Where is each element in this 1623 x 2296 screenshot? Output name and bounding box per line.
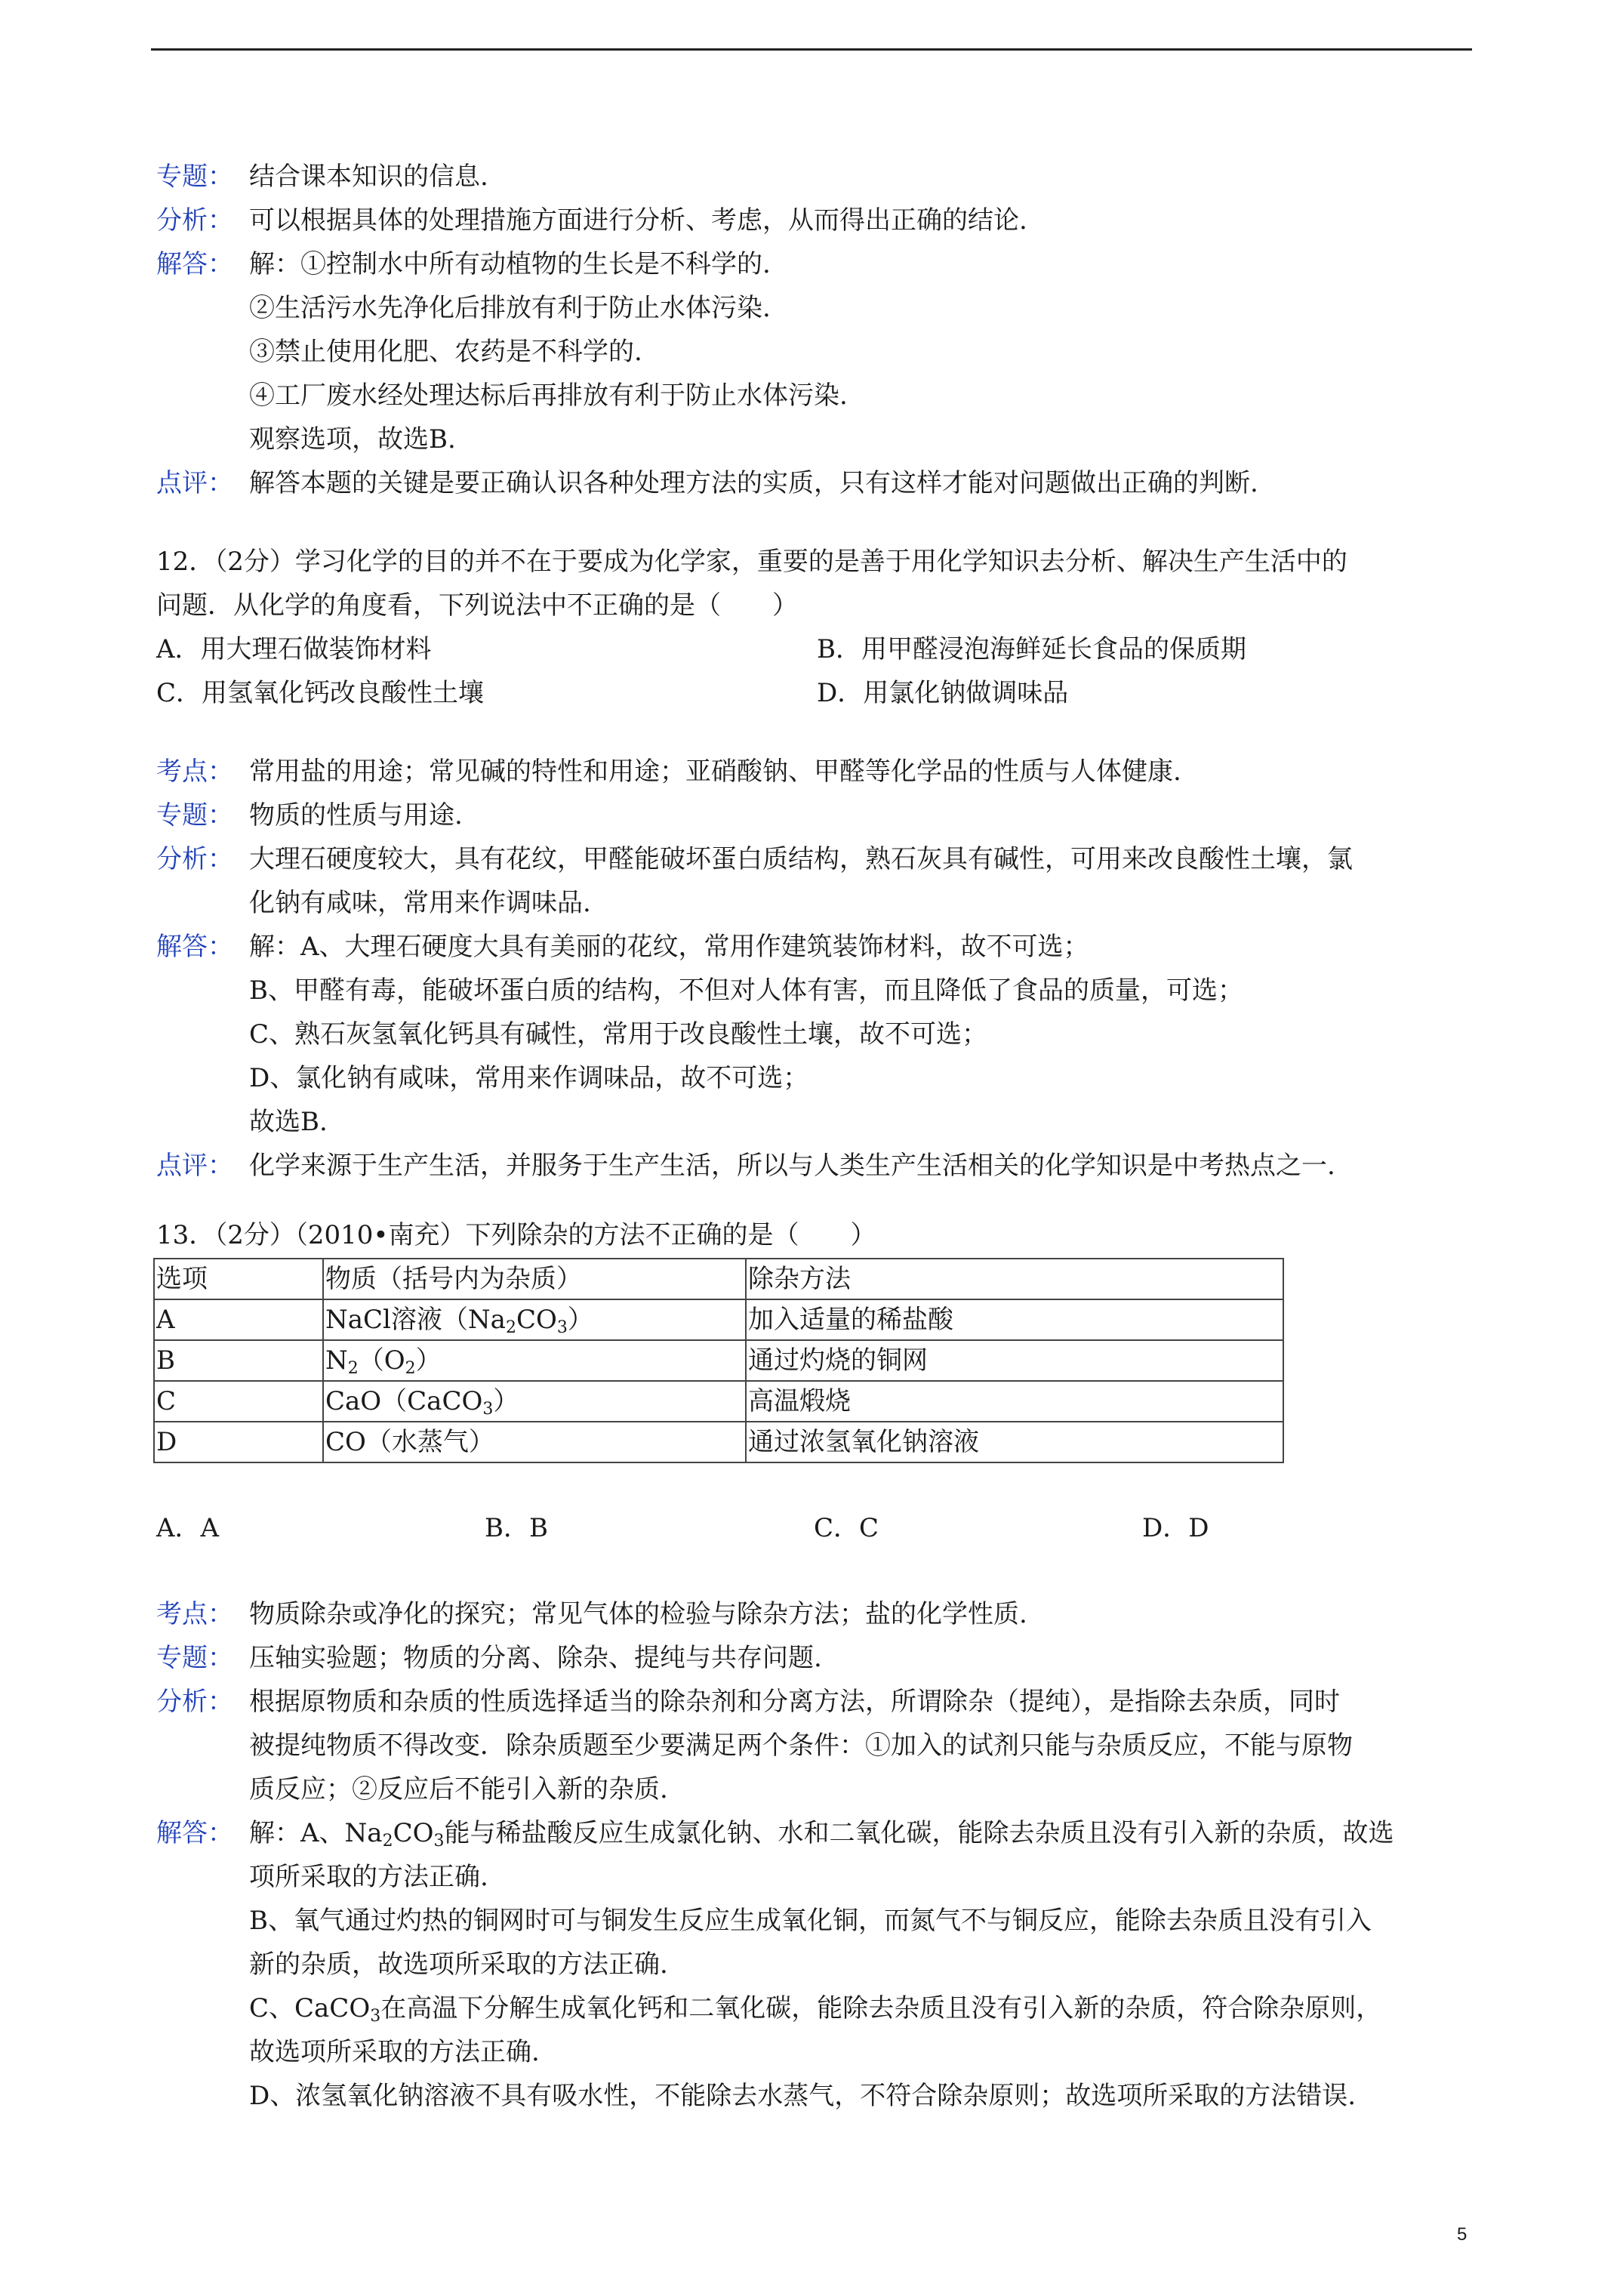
jieda-line: 项所采取的方法正确. <box>249 1862 488 1892</box>
dianping-text: 化学来源于生产生活，并服务于生产生活，所以与人类生产生活相关的化学知识是中考热点之一. <box>249 1151 1335 1181</box>
label-jieda: 解答： <box>156 932 233 962</box>
table-header-cell: 物质（括号内为杂质） <box>323 1259 746 1299</box>
dianping-text: 解答本题的关键是要正确认识各种处理方法的实质，只有这样才能对问题做出正确的判断. <box>249 468 1258 498</box>
jieda-line: ③禁止使用化肥、农药是不科学的. <box>249 337 642 367</box>
jieda-line: C、熟石灰氢氧化钙具有碱性，常用于改良酸性土壤，故不可选； <box>249 1019 988 1049</box>
label-zhuanti: 专题： <box>156 1643 233 1673</box>
fenxi-line: 被提纯物质不得改变．除杂质题至少要满足两个条件：①加入的试剂只能与杂质反应，不能与原物 <box>249 1730 1353 1761</box>
table-row <box>154 1381 1283 1422</box>
label-zhuanti: 专题： <box>156 162 233 192</box>
jieda-line: D、氯化钠有咸味，常用来作调味品，故不可选； <box>249 1063 809 1093</box>
table-header-cell: 选项 <box>154 1259 323 1299</box>
table-cell-substance: NaCl溶液$(Na_2CO_3)$ <box>323 1299 746 1340</box>
jieda-line: 新的杂质，故选项所采取的方法正确. <box>249 1949 668 1980</box>
table-cell-substance: CO（水蒸气） <box>323 1422 746 1462</box>
question-stem: 问题．从化学的角度看，下列说法中不正确的是（ ） <box>156 590 798 621</box>
impurity-table <box>153 1258 1284 1463</box>
header-rule <box>151 48 1472 51</box>
label-fenxi: 分析： <box>156 1687 233 1717</box>
label-jieda: 解答： <box>156 1818 233 1848</box>
jieda-line: 故选B. <box>249 1107 328 1137</box>
label-fenxi: 分析： <box>156 205 233 236</box>
fenxi-line: 大理石硬度较大，具有花纹，甲醛能破坏蛋白质结构，熟石灰具有碱性，可用来改良酸性土壤，氯 <box>249 844 1353 874</box>
page-number: 5 <box>1457 2224 1467 2245</box>
label-dianping: 点评： <box>156 468 233 498</box>
option-b: B．B <box>485 1513 548 1543</box>
jieda-line: ②生活污水先净化后排放有利于防止水体污染. <box>249 293 771 323</box>
jieda-line: 解：A、大理石硬度大具有美丽的花纹，常用作建筑装饰材料，故不可选； <box>249 932 1089 962</box>
table-header-row <box>154 1259 1283 1299</box>
question-stem: 13．（2分）（2010•南充）下列除杂的方法不正确的是（ ） <box>156 1220 876 1250</box>
table-cell-option: D <box>154 1422 323 1462</box>
jieda-line: 观察选项，故选B. <box>249 424 456 455</box>
table-cell-method: 通过浓氢氧化钠溶液 <box>746 1422 1283 1462</box>
label-jieda: 解答： <box>156 249 233 279</box>
table-row <box>154 1422 1283 1462</box>
fenxi-line: 根据原物质和杂质的性质选择适当的除杂剂和分离方法，所谓除杂（提纯），是指除去杂质，同时 <box>249 1687 1340 1717</box>
table-cell-method: 高温煅烧 <box>746 1381 1283 1422</box>
jieda-line: C、CaCO$_3$在高温下分解生成氧化钙和二氧化碳，能除去杂质且没有引入新的杂质，符合除杂原则， <box>249 1993 1382 2026</box>
fenxi-text: 可以根据具体的处理措施方面进行分析、考虑，从而得出正确的结论. <box>249 205 1027 236</box>
jieda-line: 解：A、$Na_2CO_3$能与稀盐酸反应生成氯化钠、水和二氧化碳，能除去杂质且没有引入新的杂质，故选 <box>249 1818 1394 1851</box>
label-zhuanti: 专题： <box>156 800 233 831</box>
table-cell-method: 通过灼烧的铜网 <box>746 1340 1283 1381</box>
table-cell-substance: CaO（CaCO$_3$） <box>323 1381 746 1422</box>
kaodian-text: 物质除杂或净化的探究；常见气体的检验与除杂方法；盐的化学性质. <box>249 1599 1027 1629</box>
label-kaodian: 考点： <box>156 1599 233 1629</box>
jieda-line: B、氧气通过灼热的铜网时可与铜发生反应生成氧化铜，而氮气不与铜反应，能除去杂质且没有引入 <box>249 1906 1372 1936</box>
label-fenxi: 分析： <box>156 844 233 874</box>
jieda-line: ④工厂废水经处理达标后再排放有利于防止水体污染. <box>249 381 848 411</box>
zhuanti-text: 结合课本知识的信息. <box>249 162 488 192</box>
table-cell-option: C <box>154 1381 323 1422</box>
table-row <box>154 1299 1283 1340</box>
zhuanti-text: 压轴实验题；物质的分离、除杂、提纯与共存问题. <box>249 1643 822 1673</box>
option-b: B．用甲醛浸泡海鲜延长食品的保质期 <box>817 634 1246 664</box>
jieda-line: 故选项所采取的方法正确. <box>249 2037 540 2067</box>
table-cell-substance: $N_2(O_2)$ <box>323 1340 746 1381</box>
question-stem: 12．（2分）学习化学的目的并不在于要成为化学家，重要的是善于用化学知识去分析、解决生产生活中的 <box>156 547 1347 577</box>
option-d: D．D <box>1142 1513 1209 1543</box>
table-cell-method: 加入适量的稀盐酸 <box>746 1299 1283 1340</box>
fenxi-line: 质反应；②反应后不能引入新的杂质. <box>249 1774 668 1804</box>
table-row <box>154 1340 1283 1381</box>
option-a: A．用大理石做装饰材料 <box>156 634 432 664</box>
option-c: C．C <box>814 1513 879 1543</box>
table-header-cell: 除杂方法 <box>746 1259 1283 1299</box>
option-d: D．用氯化钠做调味品 <box>817 678 1069 708</box>
zhuanti-text: 物质的性质与用途. <box>249 800 463 831</box>
jieda-line: B、甲醛有毒，能破坏蛋白质的结构，不但对人体有害，而且降低了食品的质量，可选； <box>249 975 1243 1006</box>
table-cell-option: A <box>154 1299 323 1340</box>
label-kaodian: 考点： <box>156 757 233 787</box>
kaodian-text: 常用盐的用途；常见碱的特性和用途；亚硝酸钠、甲醛等化学品的性质与人体健康. <box>249 757 1181 787</box>
jieda-line: D、浓氢氧化钠溶液不具有吸水性，不能除去水蒸气，不符合除杂原则；故选项所采取的方法错误. <box>249 2081 1357 2111</box>
fenxi-line: 化钠有咸味，常用来作调味品. <box>249 888 591 918</box>
option-a: A．A <box>156 1513 220 1543</box>
jieda-line: 解：①控制水中所有动植物的生长是不科学的. <box>249 249 771 279</box>
table-cell-option: B <box>154 1340 323 1381</box>
option-c: C．用氢氧化钙改良酸性土壤 <box>156 678 485 708</box>
label-dianping: 点评： <box>156 1151 233 1181</box>
